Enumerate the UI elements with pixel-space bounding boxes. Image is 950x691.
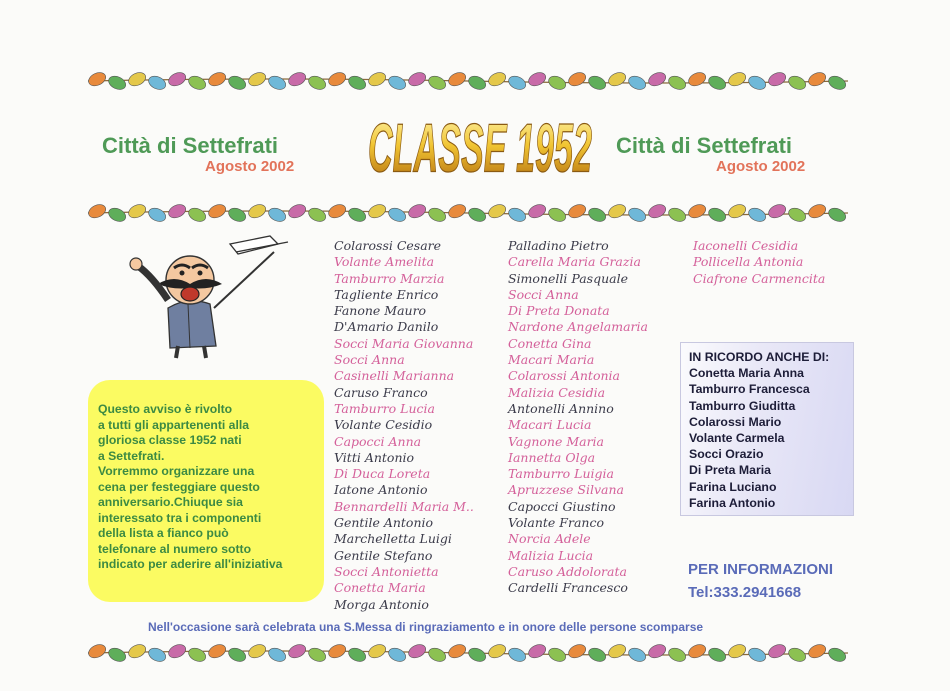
leaf-icon — [586, 206, 607, 224]
class-title-text: CLASSE 1952 — [368, 110, 593, 187]
leaf-icon — [446, 202, 467, 220]
list-item: Palladino Pietro — [508, 238, 609, 253]
leaf-icon — [486, 642, 507, 660]
leaf-icon — [686, 70, 707, 88]
list-item: Conetta Gina — [508, 335, 592, 351]
list-item: Colarossi Antonia — [508, 368, 620, 384]
leaf-icon — [446, 70, 467, 88]
list-item: Capocci Giustino — [508, 498, 616, 514]
leaf-icon — [206, 70, 227, 88]
in-memory-heading: IN RICORDO ANCHE DI: — [689, 350, 830, 364]
notice-line: a Settefrati. — [98, 448, 165, 463]
leaf-icon — [746, 646, 767, 664]
leaf-icon — [686, 642, 707, 660]
leaf-icon — [126, 642, 147, 660]
leaf-icon — [726, 70, 747, 88]
leaf-icon — [706, 646, 727, 664]
list-item: Simonelli Pasquale — [508, 270, 628, 286]
city-title-right: Città di Settefrati — [616, 133, 793, 158]
leaf-icon — [486, 202, 507, 220]
leaf-icon — [626, 206, 647, 224]
leaf-icon — [226, 646, 247, 664]
names-column-3 — [693, 238, 825, 287]
list-item: Caruso Franco — [334, 384, 428, 400]
list-item: D'Amario Danilo — [334, 319, 439, 335]
leaf-icon — [806, 70, 827, 88]
phone-number: Tel:333.2941668 — [688, 584, 802, 601]
list-item: Volante Franco — [508, 515, 604, 531]
names-column-2 — [508, 238, 648, 597]
class-title — [360, 100, 600, 200]
list-item: Socci Anna — [508, 286, 579, 302]
list-item: Gentile Antonio — [334, 515, 434, 531]
city-title-left: Città di Settefrati — [102, 133, 279, 158]
leaf-icon — [126, 202, 147, 220]
leaf-icon — [386, 646, 407, 664]
leaf-icon — [306, 206, 327, 224]
list-item: Farina Luciano — [689, 479, 777, 494]
leaf-icon — [666, 646, 687, 664]
leaf-icon — [826, 646, 847, 664]
notice-line: interessato tra i componenti — [98, 510, 262, 525]
notice-line: gloriosa classe 1952 nati — [98, 433, 242, 447]
list-item: Iannetta Olga — [508, 449, 596, 465]
leaf-icon — [406, 642, 427, 660]
leaf-icon — [166, 642, 187, 660]
leaf-icon — [766, 642, 787, 660]
leaf-icon — [766, 70, 787, 88]
list-item: Malizia Cesidia — [508, 384, 606, 400]
leaf-icon — [346, 74, 367, 92]
leaf-icon — [146, 646, 167, 664]
leaf-icon — [806, 642, 827, 660]
list-item: Casinelli Marianna — [334, 368, 455, 384]
leaf-icon — [566, 202, 587, 220]
leaf-icon — [606, 70, 627, 88]
leaf-icon — [246, 202, 267, 220]
leaf-garland-icon — [88, 200, 848, 226]
leaf-icon — [86, 202, 107, 220]
leaf-icon — [726, 642, 747, 660]
leaf-icon — [626, 74, 647, 92]
leaf-icon — [266, 74, 287, 92]
leaf-icon — [826, 74, 847, 92]
leaf-icon — [486, 70, 507, 88]
leaf-icon — [166, 70, 187, 88]
info-label: PER INFORMAZIONI — [688, 561, 833, 578]
date-right: Agosto 2002 — [716, 158, 806, 175]
list-item: Apruzzese Silvana — [508, 482, 624, 498]
leaf-icon — [826, 206, 847, 224]
list-item: Malizia Lucia — [508, 547, 594, 563]
leaf-icon — [146, 74, 167, 92]
leaf-icon — [426, 646, 447, 664]
list-item: Bennardelli Maria M.. — [334, 498, 474, 514]
notice-line: cena per festeggiare questo — [98, 479, 260, 494]
list-item: Gentile Stefano — [334, 547, 433, 563]
leaf-icon — [706, 206, 727, 224]
leaf-icon — [226, 206, 247, 224]
leaf-icon — [306, 74, 327, 92]
leaf-icon — [506, 646, 527, 664]
leaf-icon — [626, 646, 647, 664]
notice-box — [88, 380, 324, 602]
list-item: Iatone Antonio — [334, 482, 428, 498]
leaf-icon — [206, 642, 227, 660]
list-item: Colarossi Mario — [689, 414, 782, 429]
leaf-icon — [346, 646, 367, 664]
leaf-garland-icon — [88, 68, 848, 94]
list-item: Caruso Addolorata — [508, 563, 627, 579]
leaf-icon — [246, 70, 267, 88]
notice-line: anniversario.Chiuque sia — [98, 495, 243, 509]
list-item: Tagliente Enrico — [334, 286, 439, 302]
leaf-icon — [186, 74, 207, 92]
leaf-icon — [586, 646, 607, 664]
list-item: Capocci Anna — [334, 433, 422, 449]
leaf-icon — [466, 206, 487, 224]
list-item: Tamburro Marzia — [334, 270, 445, 286]
leaf-icon — [86, 70, 107, 88]
list-item: Morga Antonio — [334, 596, 429, 612]
leaf-icon — [686, 202, 707, 220]
leaf-icon — [386, 206, 407, 224]
list-item: Pollicella Antonia — [693, 254, 804, 270]
leaf-icon — [166, 202, 187, 220]
leaf-icon — [746, 206, 767, 224]
leaf-icon — [386, 74, 407, 92]
list-item: Socci Orazio — [689, 447, 764, 462]
names-column-1 — [334, 238, 474, 613]
leaf-icon — [126, 70, 147, 88]
leaf-icon — [366, 642, 387, 660]
leaf-icon — [286, 202, 307, 220]
leaf-garland-bottom — [88, 640, 848, 666]
date-left: Agosto 2002 — [205, 158, 295, 175]
in-memory-box — [680, 342, 854, 516]
leaf-icon — [526, 70, 547, 88]
leaf-icon — [106, 74, 127, 92]
leaf-icon — [526, 202, 547, 220]
notice-line: indicato per aderire all'iniziativa — [98, 557, 283, 571]
list-item: Cardelli Francesco — [508, 580, 628, 596]
list-item: Di Preta Maria — [689, 463, 772, 478]
leaf-icon — [506, 206, 527, 224]
leaf-icon — [366, 70, 387, 88]
notice-line: telefonare al numero sotto — [98, 541, 252, 556]
list-item: Macari Maria — [508, 352, 595, 368]
list-item: Tamburro Luigia — [508, 466, 614, 482]
leaf-icon — [726, 202, 747, 220]
list-item: Vitti Antonio — [334, 449, 415, 465]
leaf-icon — [446, 642, 467, 660]
list-item: Carella Maria Grazia — [508, 254, 641, 270]
leaf-icon — [106, 206, 127, 224]
leaf-icon — [606, 642, 627, 660]
leaf-garland-middle — [88, 200, 848, 226]
leaf-icon — [666, 74, 687, 92]
list-item: Socci Antonietta — [334, 563, 439, 579]
leaf-icon — [406, 70, 427, 88]
list-item: Marchelletta Luigi — [334, 531, 452, 547]
list-item: Volante Amelita — [334, 254, 435, 270]
in-memory-list — [689, 365, 845, 511]
leaf-icon — [246, 642, 267, 660]
leaf-icon — [286, 70, 307, 88]
list-item: Colarossi Cesare — [334, 238, 442, 253]
leaf-icon — [326, 70, 347, 88]
leaf-icon — [566, 642, 587, 660]
leaf-icon — [786, 74, 807, 92]
leaf-icon — [426, 74, 447, 92]
notice-line: della lista a fianco può — [98, 526, 229, 540]
leaf-icon — [326, 202, 347, 220]
leaf-icon — [286, 642, 307, 660]
leaf-icon — [646, 642, 667, 660]
list-item: Norcia Adele — [508, 531, 591, 547]
leaf-icon — [266, 646, 287, 664]
leaf-icon — [406, 202, 427, 220]
list-item: Fanone Mauro — [334, 303, 427, 319]
list-item: Ciafrone Carmencita — [693, 270, 826, 286]
list-item: Vagnone Maria — [508, 433, 605, 449]
list-item: Socci Maria Giovanna — [334, 335, 474, 351]
notice-line: Vorremmo organizzare una — [98, 464, 255, 478]
leaf-icon — [526, 642, 547, 660]
list-item: Di Preta Donata — [508, 303, 610, 319]
leaf-icon — [366, 202, 387, 220]
list-item: Macari Lucia — [508, 417, 592, 433]
mass-note: Nell'occasione sarà celebrata una S.Messa di ringraziamento e in onore delle persone scomparse — [148, 620, 704, 634]
notice-line: a tutti gli appartenenti alla — [98, 417, 250, 432]
leaf-icon — [86, 642, 107, 660]
list-item: Conetta Maria — [334, 580, 426, 596]
list-item: Di Duca Loreta — [334, 466, 431, 482]
leaf-icon — [146, 206, 167, 224]
leaf-icon — [466, 646, 487, 664]
leaf-icon — [786, 646, 807, 664]
leaf-icon — [586, 74, 607, 92]
leaf-icon — [106, 646, 127, 664]
leaf-garland-icon — [88, 640, 848, 666]
list-item: Tamburro Lucia — [334, 400, 435, 416]
leaf-icon — [206, 202, 227, 220]
leaf-icon — [646, 70, 667, 88]
list-item: Conetta Maria Anna — [689, 366, 805, 381]
cartoon-character-image — [118, 238, 288, 358]
leaf-icon — [646, 202, 667, 220]
leaf-icon — [746, 74, 767, 92]
leaf-icon — [546, 646, 567, 664]
list-item: Tamburro Francesca — [689, 382, 810, 397]
leaf-icon — [266, 206, 287, 224]
leaf-icon — [546, 74, 567, 92]
leaf-icon — [326, 642, 347, 660]
leaf-icon — [606, 202, 627, 220]
list-item: Volante Carmela — [689, 431, 785, 446]
leaf-icon — [706, 74, 727, 92]
leaf-icon — [506, 74, 527, 92]
leaf-icon — [546, 206, 567, 224]
leaf-icon — [766, 202, 787, 220]
leaf-icon — [786, 206, 807, 224]
leaf-icon — [666, 206, 687, 224]
list-item: Tamburro Giuditta — [689, 398, 796, 413]
leaf-icon — [566, 70, 587, 88]
leaf-icon — [426, 206, 447, 224]
leaf-icon — [186, 646, 207, 664]
list-item: Antonelli Annino — [508, 400, 614, 416]
notice-line: Questo avviso è rivolto — [98, 402, 233, 416]
list-item: Volante Cesidio — [334, 417, 433, 433]
leaf-icon — [346, 206, 367, 224]
leaf-icon — [306, 646, 327, 664]
list-item: Nardone Angelamaria — [508, 319, 648, 335]
leaf-icon — [186, 206, 207, 224]
list-item: Farina Antonio — [689, 495, 776, 510]
leaf-icon — [226, 74, 247, 92]
list-item: Socci Anna — [334, 352, 405, 368]
leaf-garland-top — [88, 68, 848, 94]
list-item: Iaconelli Cesidia — [693, 238, 799, 253]
leaf-icon — [806, 202, 827, 220]
leaf-icon — [466, 74, 487, 92]
